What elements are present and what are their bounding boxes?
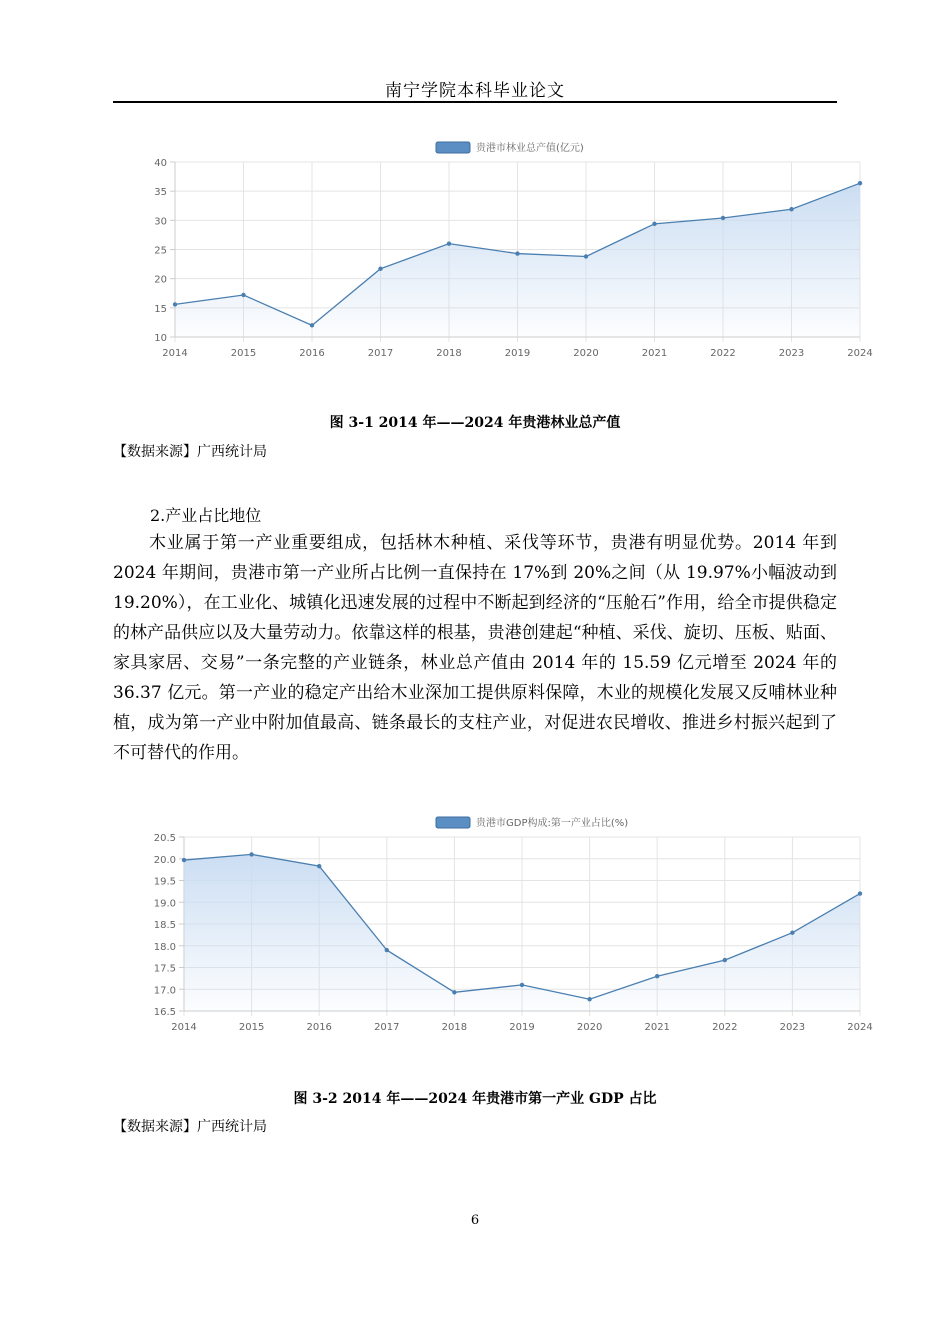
- x-tick-label: 2014: [162, 348, 188, 359]
- data-point: [310, 323, 314, 327]
- y-tick-label: 40: [154, 158, 167, 169]
- x-tick-label: 2014: [171, 1022, 197, 1033]
- y-tick-label: 19.5: [153, 876, 176, 888]
- y-tick-label: 15: [154, 303, 167, 315]
- data-point: [789, 207, 793, 211]
- legend: [436, 141, 584, 154]
- y-tick-label: 10: [154, 333, 167, 344]
- data-point: [584, 254, 588, 258]
- y-tick-label: 18.5: [153, 920, 176, 931]
- figure-1-caption: 图 3-1 2014 年——2024 年贵港林业总产值: [329, 415, 621, 431]
- x-tick-label: 2021: [641, 348, 668, 359]
- section-title: 2.产业占比地位: [150, 506, 262, 525]
- x-tick-label: 2022: [712, 1022, 738, 1033]
- x-tick-label: 2019: [509, 1022, 535, 1033]
- forestry-output-chart: [140, 135, 880, 365]
- x-tick-label: 2017: [374, 1022, 400, 1033]
- y-tick-label: 20: [154, 274, 167, 286]
- x-tick-label: 2023: [778, 348, 805, 359]
- legend: [436, 816, 628, 829]
- x-tick-label: 2022: [710, 348, 736, 359]
- y-tick-label: 16.5: [153, 1007, 176, 1018]
- x-tick-label: 2018: [436, 348, 462, 359]
- page-header-title: 南宁学院本科毕业论文: [385, 81, 565, 101]
- x-tick-label: 2024: [847, 1022, 873, 1033]
- data-point: [858, 181, 862, 185]
- data-point: [655, 974, 659, 978]
- x-tick-label: 2018: [441, 1022, 468, 1033]
- data-point: [249, 852, 253, 856]
- legend-label: 贵港市GDP构成:第一产业占比(%): [476, 818, 629, 829]
- y-tick-label: 25: [154, 245, 167, 257]
- data-point: [520, 983, 524, 987]
- y-tick-label: 20.5: [153, 833, 176, 844]
- data-point: [587, 997, 591, 1001]
- x-tick-label: 2016: [306, 1022, 332, 1033]
- x-tick-label: 2015: [230, 348, 257, 359]
- y-tick-label: 20.0: [153, 854, 176, 866]
- data-point: [858, 891, 862, 895]
- data-point: [515, 251, 519, 255]
- forestry-output-chart-svg: [140, 135, 880, 365]
- x-tick-label: 2015: [238, 1022, 265, 1033]
- figure-2-source: 【数据来源】广西统计局: [113, 1119, 267, 1135]
- data-point: [385, 948, 389, 952]
- legend-swatch: [436, 142, 470, 153]
- primary-industry-share-chart-svg: [140, 810, 880, 1040]
- data-point: [452, 990, 456, 994]
- data-point: [447, 241, 451, 245]
- data-point: [378, 267, 382, 271]
- figure-2-caption: 图 3-2 2014 年——2024 年贵港市第一产业 GDP 占比: [293, 1091, 657, 1107]
- y-tick-label: 18.0: [153, 941, 176, 953]
- data-point: [182, 858, 186, 862]
- data-point: [317, 864, 321, 868]
- figure-1-source: 【数据来源】广西统计局: [113, 444, 267, 460]
- x-tick-label: 2021: [644, 1022, 670, 1033]
- legend-swatch: [436, 817, 470, 828]
- data-point: [652, 222, 656, 226]
- data-point: [173, 302, 177, 306]
- x-tick-label: 2020: [576, 1022, 603, 1033]
- header-rule: [113, 101, 837, 103]
- data-point: [721, 216, 725, 220]
- x-tick-label: 2019: [504, 348, 531, 359]
- y-tick-label: 30: [154, 216, 167, 228]
- data-point: [241, 293, 245, 297]
- x-tick-label: 2017: [367, 348, 394, 359]
- data-point: [723, 958, 727, 962]
- section-paragraph: 木业属于第一产业重要组成，包括林木种植、采伐等环节，贵港有明显优势。2014 年到 2024 年期间，贵港市第一产业所占比例一直保持在 17%到 20%之间（从 19.97%小幅波动到 19.20%），在工业化、城镇化迅速发展的过程中不断起到经济的“压舱石”作用，给全市提供稳定的林产品供应以及大量劳动力。依靠这样的根基，贵港创建起“种植、采伐、旋切、压板、贴面、家具家居、交易”一条完整的产业链条，林业总产值由 2014 年的 15.59 亿元增至 2024 年的 36.37 亿元。第一产业的稳定产出给木业深加工提供原料保障，木业的规模化发展又反哺林业种植，成为第一产业中附加值最高、链条最长的支柱产业，对促进农民增收、推进乡村振兴起到了不可替代的作用。: [113, 533, 837, 763]
- x-tick-label: 2016: [299, 348, 325, 359]
- y-tick-label: 35: [154, 187, 167, 199]
- y-tick-label: 17.0: [153, 985, 176, 997]
- legend-label: 贵港市林业总产值(亿元): [476, 143, 584, 154]
- y-tick-label: 17.5: [153, 963, 176, 975]
- x-tick-label: 2024: [847, 348, 873, 359]
- y-tick-label: 19.0: [153, 898, 176, 910]
- x-tick-label: 2023: [779, 1022, 806, 1033]
- data-point: [790, 931, 794, 935]
- x-tick-label: 2020: [573, 348, 599, 359]
- page-number: 6: [470, 1213, 480, 1228]
- primary-industry-share-chart: [140, 810, 880, 1040]
